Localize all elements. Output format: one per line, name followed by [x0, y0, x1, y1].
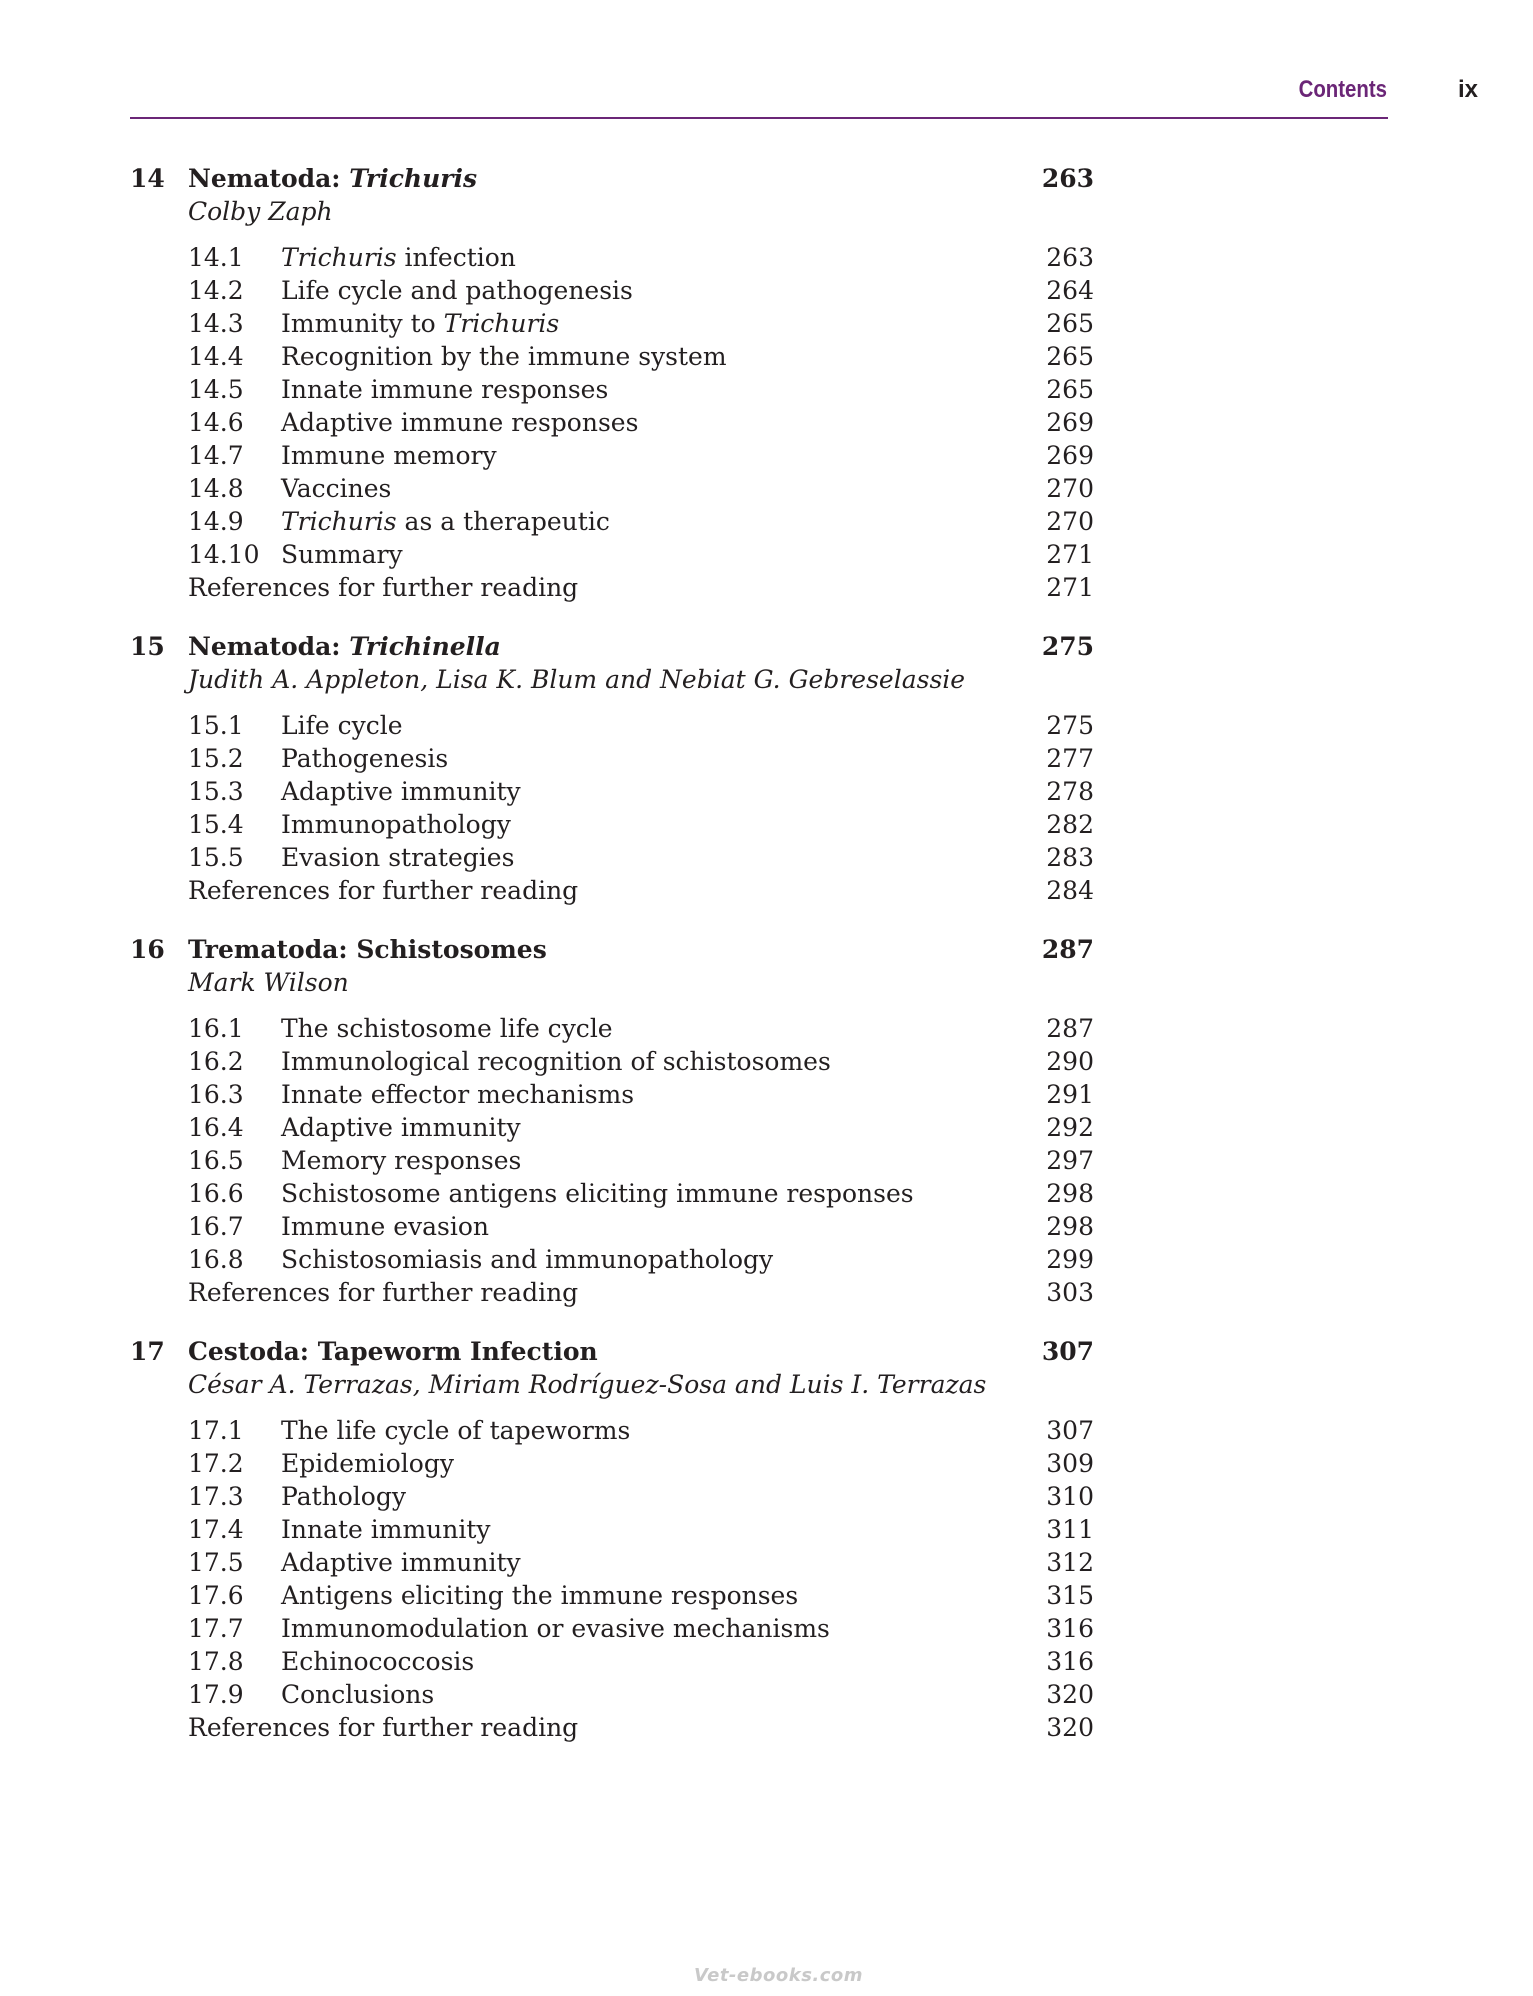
section-number: 14.4 [188, 342, 244, 371]
section-number: 17.8 [188, 1647, 244, 1676]
section-entry [0, 1546, 1533, 1579]
section-number: 14.8 [188, 474, 244, 503]
section-title-text: as a therapeutic [396, 507, 610, 536]
section-title [281, 1414, 630, 1447]
section-title-text: Vaccines [281, 474, 392, 503]
section-number: 15.5 [188, 843, 244, 872]
watermark: Vet-ebooks.com [694, 1965, 864, 1986]
section-title-text: Summary [281, 540, 403, 569]
section-title-italic: Trichuris [443, 309, 560, 338]
chapter-entry [0, 933, 1533, 1309]
section-page: 263 [1046, 243, 1094, 272]
section-title-text: Recognition by the immune system [281, 342, 727, 371]
section-number: 17.9 [188, 1680, 244, 1709]
section-entry [0, 1480, 1533, 1513]
section-title [281, 709, 403, 742]
section-page: 298 [1046, 1179, 1094, 1208]
section-title [281, 538, 403, 571]
chapter-authors-row [0, 663, 1533, 696]
section-page: 275 [1046, 711, 1094, 740]
section-entry [0, 775, 1533, 808]
section-entry [0, 439, 1533, 472]
section-number: 17.3 [188, 1482, 244, 1511]
section-number: 16.1 [188, 1014, 244, 1043]
section-title-text: Pathology [281, 1482, 406, 1511]
section-entry [0, 1045, 1533, 1078]
section-number: 14.7 [188, 441, 244, 470]
section-title [281, 1612, 830, 1645]
references-label: References for further reading [188, 876, 579, 905]
section-page: 278 [1046, 777, 1094, 806]
section-page: 312 [1046, 1548, 1094, 1577]
section-title [281, 274, 633, 307]
section-entry [0, 1612, 1533, 1645]
section-number: 14.1 [188, 243, 244, 272]
section-title-text: Immune evasion [281, 1212, 490, 1241]
page-number: ix [1458, 76, 1479, 103]
section-title [281, 1579, 798, 1612]
section-number: 17.1 [188, 1416, 244, 1445]
section-title [281, 1045, 831, 1078]
section-entry [0, 1012, 1533, 1045]
section-title-italic: Trichuris [281, 243, 397, 272]
chapter-title-text: Nematoda: [188, 164, 350, 193]
section-number: 15.4 [188, 810, 244, 839]
chapter-page: 307 [1041, 1337, 1094, 1366]
section-entry [0, 841, 1533, 874]
section-title [281, 307, 559, 340]
section-number: 14.5 [188, 375, 244, 404]
chapter-title [188, 162, 477, 195]
chapter-title-text: Cestoda: Tapeworm Infection [188, 1337, 598, 1366]
section-title-text: Adaptive immunity [281, 1113, 521, 1142]
chapter-authors-row [0, 1368, 1533, 1401]
section-page: 310 [1046, 1482, 1094, 1511]
section-page: 265 [1046, 342, 1094, 371]
section-page: 270 [1046, 474, 1094, 503]
section-title-text: Pathogenesis [281, 744, 449, 773]
section-number: 15.3 [188, 777, 244, 806]
references-label: References for further reading [188, 1713, 579, 1742]
chapter-page: 275 [1041, 632, 1094, 661]
section-entry [0, 1111, 1533, 1144]
section-entry [0, 1243, 1533, 1276]
section-title [281, 1513, 491, 1546]
section-title [281, 472, 391, 505]
section-page: 271 [1046, 540, 1094, 569]
section-title [281, 340, 727, 373]
section-number: 16.7 [188, 1212, 244, 1241]
section-entry [0, 709, 1533, 742]
section-page: 290 [1046, 1047, 1094, 1076]
section-title [281, 1078, 634, 1111]
section-page: 269 [1046, 441, 1094, 470]
section-title [281, 1012, 613, 1045]
section-title-text: Memory responses [281, 1146, 522, 1175]
section-number: 14.6 [188, 408, 244, 437]
section-page: 270 [1046, 507, 1094, 536]
section-number: 15.1 [188, 711, 244, 740]
section-entry [0, 1513, 1533, 1546]
section-number: 16.5 [188, 1146, 244, 1175]
section-title-text: Epidemiology [281, 1449, 454, 1478]
section-title-text: Immunopathology [281, 810, 511, 839]
section-entry [0, 472, 1533, 505]
section-title [281, 1447, 454, 1480]
section-number: 17.2 [188, 1449, 244, 1478]
section-entry [0, 1645, 1533, 1678]
chapter-authors: Mark Wilson [188, 968, 349, 997]
section-title [281, 841, 514, 874]
chapter-authors-row [0, 966, 1533, 999]
section-number: 16.3 [188, 1080, 244, 1109]
section-page: 287 [1046, 1014, 1094, 1043]
section-title-text: Innate immunity [281, 1515, 491, 1544]
section-title [281, 373, 608, 406]
section-title [281, 241, 516, 274]
section-number: 17.7 [188, 1614, 244, 1643]
section-title-text: Adaptive immune responses [281, 408, 639, 437]
section-title [281, 505, 610, 538]
section-title [281, 1243, 773, 1276]
section-entry [0, 1210, 1533, 1243]
section-title-text: Echinococcosis [281, 1647, 475, 1676]
section-number: 17.6 [188, 1581, 244, 1610]
references-page: 320 [1046, 1713, 1094, 1742]
section-entry [0, 274, 1533, 307]
section-entry [0, 1447, 1533, 1480]
chapter-entry [0, 1335, 1533, 1744]
section-entry [0, 1177, 1533, 1210]
section-number: 15.2 [188, 744, 244, 773]
section-number: 14.2 [188, 276, 244, 305]
section-title-italic: Trichuris [281, 507, 397, 536]
references-page: 271 [1046, 573, 1094, 602]
chapter-heading [0, 630, 1533, 663]
chapter-number: 17 [130, 1337, 165, 1366]
chapter-page: 263 [1041, 164, 1094, 193]
section-page: 292 [1046, 1113, 1094, 1142]
section-title [281, 742, 448, 775]
section-title [281, 406, 638, 439]
references-page: 303 [1046, 1278, 1094, 1307]
chapter-title [188, 933, 547, 966]
chapter-title-text: Trematoda: Schistosomes [188, 935, 547, 964]
section-title-text: Evasion strategies [281, 843, 515, 872]
chapter-number: 15 [130, 632, 165, 661]
section-page: 311 [1046, 1515, 1094, 1544]
chapter-authors-row [0, 195, 1533, 228]
section-page: 269 [1046, 408, 1094, 437]
section-title-text: Innate immune responses [281, 375, 609, 404]
section-page: 297 [1046, 1146, 1094, 1175]
references-page: 284 [1046, 876, 1094, 905]
section-page: 265 [1046, 375, 1094, 404]
section-number: 16.8 [188, 1245, 244, 1274]
chapter-authors: Colby Zaph [188, 197, 333, 226]
section-page: 277 [1046, 744, 1094, 773]
chapter-title-italic: Trichuris [349, 164, 478, 193]
section-page: 298 [1046, 1212, 1094, 1241]
section-entry [0, 742, 1533, 775]
section-entry [0, 1144, 1533, 1177]
chapter-title [188, 1335, 598, 1368]
section-number: 16.4 [188, 1113, 244, 1142]
section-page: 316 [1046, 1647, 1094, 1676]
section-entry [0, 340, 1533, 373]
section-entry [0, 808, 1533, 841]
running-head [0, 76, 1533, 106]
section-number: 17.5 [188, 1548, 244, 1577]
section-title-text: Immunity to [281, 309, 444, 338]
section-entry [0, 1414, 1533, 1447]
section-number: 16.6 [188, 1179, 244, 1208]
section-entry [0, 406, 1533, 439]
section-title [281, 808, 511, 841]
section-number: 14.3 [188, 309, 244, 338]
references-entry [0, 1276, 1533, 1309]
section-title-text: Conclusions [281, 1680, 435, 1709]
section-title-text: Antigens eliciting the immune responses [281, 1581, 799, 1610]
chapter-authors: Judith A. Appleton, Lisa K. Blum and Nebiat G. Gebreselassie [188, 665, 966, 694]
chapter-title-italic: Trichinella [349, 632, 501, 661]
section-title-text: Adaptive immunity [281, 1548, 521, 1577]
chapter-number: 16 [130, 935, 165, 964]
section-title [281, 1144, 521, 1177]
section-number: 14.9 [188, 507, 244, 536]
section-title-text: The schistosome life cycle [281, 1014, 613, 1043]
section-page: 307 [1046, 1416, 1094, 1445]
section-entry [0, 1078, 1533, 1111]
section-number: 16.2 [188, 1047, 244, 1076]
section-title-text: Adaptive immunity [281, 777, 521, 806]
section-page: 320 [1046, 1680, 1094, 1709]
chapter-heading [0, 1335, 1533, 1368]
section-title-text: Immunomodulation or evasive mechanisms [281, 1614, 830, 1643]
section-page: 265 [1046, 309, 1094, 338]
references-entry [0, 1711, 1533, 1744]
chapter-heading [0, 933, 1533, 966]
references-label: References for further reading [188, 573, 579, 602]
section-page: 299 [1046, 1245, 1094, 1274]
section-title [281, 1678, 434, 1711]
header-rule [130, 117, 1388, 119]
references-entry [0, 874, 1533, 907]
references-entry [0, 571, 1533, 604]
section-number: 17.4 [188, 1515, 244, 1544]
section-page: 282 [1046, 810, 1094, 839]
section-title-text: infection [396, 243, 516, 272]
section-title-text: Schistosome antigens eliciting immune responses [281, 1179, 914, 1208]
section-entry [0, 538, 1533, 571]
chapter-number: 14 [130, 164, 165, 193]
section-title-text: Immunological recognition of schistosomes [281, 1047, 831, 1076]
chapter-authors: César A. Terrazas, Miriam Rodríguez-Sosa and Luis I. Terrazas [188, 1370, 987, 1399]
section-title [281, 1546, 521, 1579]
section-entry [0, 505, 1533, 538]
section-page: 283 [1046, 843, 1094, 872]
section-page: 309 [1046, 1449, 1094, 1478]
references-label: References for further reading [188, 1278, 579, 1307]
running-head-title: Contents [1298, 76, 1387, 103]
section-title [281, 439, 497, 472]
section-title [281, 775, 521, 808]
section-title-text: Innate effector mechanisms [281, 1080, 635, 1109]
section-entry [0, 307, 1533, 340]
section-title [281, 1210, 489, 1243]
section-entry [0, 241, 1533, 274]
section-entry [0, 373, 1533, 406]
section-title-text: Schistosomiasis and immunopathology [281, 1245, 774, 1274]
chapter-entry [0, 630, 1533, 907]
section-page: 316 [1046, 1614, 1094, 1643]
section-title [281, 1177, 914, 1210]
chapter-page: 287 [1041, 935, 1094, 964]
chapter-title [188, 630, 501, 663]
section-page: 291 [1046, 1080, 1094, 1109]
section-page: 315 [1046, 1581, 1094, 1610]
chapter-entry [0, 162, 1533, 604]
section-title [281, 1480, 406, 1513]
section-entry [0, 1579, 1533, 1612]
chapter-heading [0, 162, 1533, 195]
section-title-text: The life cycle of tapeworms [281, 1416, 631, 1445]
section-title-text: Life cycle and pathogenesis [281, 276, 633, 305]
section-title-text: Immune memory [281, 441, 497, 470]
table-of-contents [0, 162, 1533, 1770]
chapter-title-text: Nematoda: [188, 632, 350, 661]
section-entry [0, 1678, 1533, 1711]
section-number: 14.10 [188, 540, 260, 569]
section-title [281, 1111, 521, 1144]
section-title-text: Life cycle [281, 711, 403, 740]
section-page: 264 [1046, 276, 1094, 305]
section-title [281, 1645, 474, 1678]
